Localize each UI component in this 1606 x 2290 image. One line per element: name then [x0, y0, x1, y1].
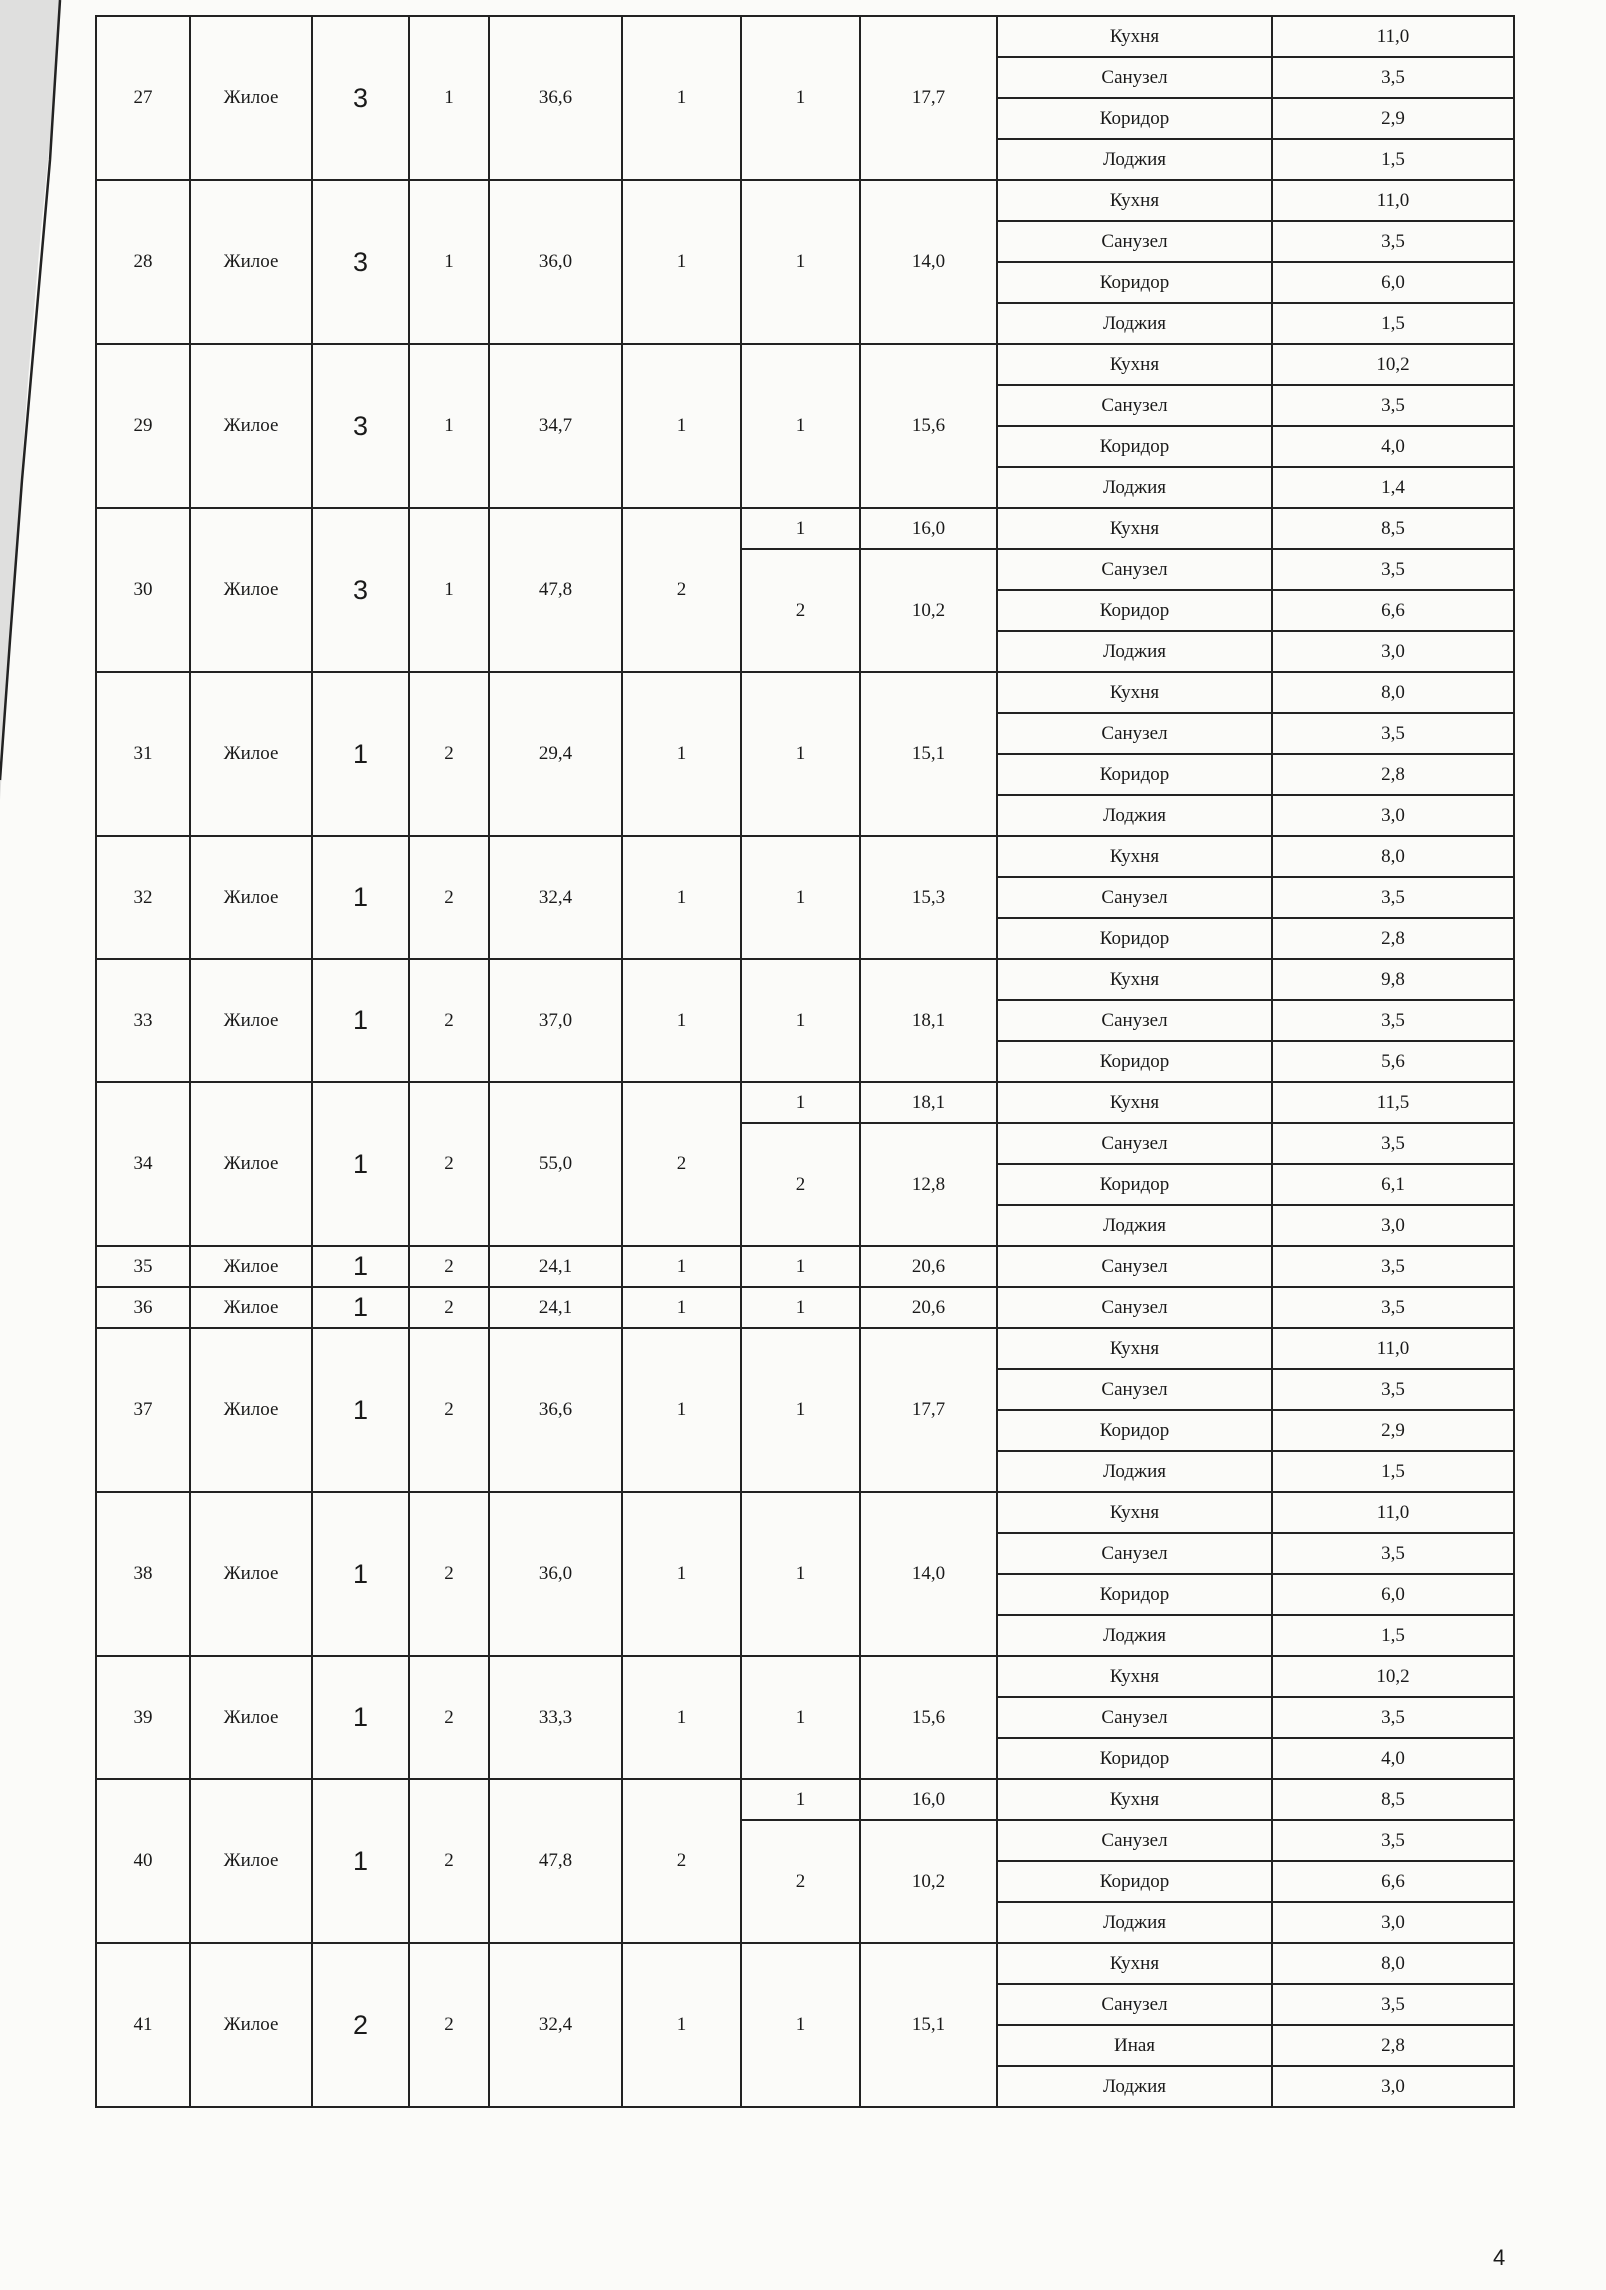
rooms-count-cell: 1 [622, 836, 741, 959]
aux-room-name-cell: Коридор [997, 262, 1272, 303]
aux-room-name-cell: Лоджия [997, 1205, 1272, 1246]
total-area-cell: 32,4 [489, 836, 622, 959]
aux-room-area-cell: 3,5 [1272, 1369, 1514, 1410]
page-number: 4 [1493, 2245, 1506, 2270]
section-cell: 1 [312, 1492, 409, 1656]
apartment-number-cell: 39 [96, 1656, 190, 1779]
floor-cell: 2 [409, 1779, 489, 1943]
aux-room-name-cell: Лоджия [997, 2066, 1272, 2107]
living-room-number-cell: 1 [741, 1328, 860, 1492]
aux-room-name-cell: Санузел [997, 549, 1272, 590]
living-room-number-cell: 1 [741, 1287, 860, 1328]
aux-room-name-cell: Коридор [997, 1041, 1272, 1082]
aux-room-name-cell: Санузел [997, 1533, 1272, 1574]
aux-room-name-cell: Коридор [997, 1410, 1272, 1451]
table-row [96, 1082, 1514, 1123]
table-row [96, 1779, 1514, 1820]
aux-room-name-cell: Кухня [997, 672, 1272, 713]
aux-room-name-cell: Кухня [997, 1492, 1272, 1533]
living-room-number-cell: 1 [741, 959, 860, 1082]
aux-room-name-cell: Санузел [997, 877, 1272, 918]
total-area-cell: 55,0 [489, 1082, 622, 1246]
living-room-area-cell: 15,1 [860, 1943, 997, 2107]
aux-room-name-cell: Лоджия [997, 139, 1272, 180]
rooms-count-cell: 1 [622, 16, 741, 180]
aux-room-name-cell: Кухня [997, 1943, 1272, 1984]
aux-room-area-cell: 3,0 [1272, 1902, 1514, 1943]
premises-type-cell: Жилое [190, 672, 312, 836]
aux-room-name-cell: Кухня [997, 508, 1272, 549]
floor-cell: 2 [409, 1246, 489, 1287]
living-room-number-cell: 1 [741, 180, 860, 344]
aux-room-area-cell: 11,0 [1272, 180, 1514, 221]
premises-type-cell: Жилое [190, 959, 312, 1082]
aux-room-name-cell: Кухня [997, 836, 1272, 877]
aux-room-area-cell: 8,5 [1272, 1779, 1514, 1820]
premises-type-cell: Жилое [190, 508, 312, 672]
aux-room-name-cell: Коридор [997, 754, 1272, 795]
aux-room-area-cell: 3,5 [1272, 877, 1514, 918]
aux-room-name-cell: Санузел [997, 1000, 1272, 1041]
rooms-count-cell: 1 [622, 180, 741, 344]
section-cell: 2 [312, 1943, 409, 2107]
aux-room-name-cell: Санузел [997, 1287, 1272, 1328]
aux-room-area-cell: 11,0 [1272, 1328, 1514, 1369]
floor-cell: 2 [409, 1943, 489, 2107]
aux-room-area-cell: 11,5 [1272, 1082, 1514, 1123]
floor-cell: 2 [409, 672, 489, 836]
floor-cell: 2 [409, 1492, 489, 1656]
apartment-number-cell: 29 [96, 344, 190, 508]
rooms-count-cell: 1 [622, 1656, 741, 1779]
living-room-number-cell: 1 [741, 1492, 860, 1656]
premises-type-cell: Жилое [190, 1287, 312, 1328]
aux-room-name-cell: Коридор [997, 1164, 1272, 1205]
premises-type-cell: Жилое [190, 16, 312, 180]
aux-room-area-cell: 6,6 [1272, 1861, 1514, 1902]
aux-room-area-cell: 3,5 [1272, 1697, 1514, 1738]
table-row [96, 1287, 1514, 1328]
total-area-cell: 24,1 [489, 1246, 622, 1287]
apartment-number-cell: 35 [96, 1246, 190, 1287]
living-room-area-cell: 20,6 [860, 1287, 997, 1328]
table-row [96, 1943, 1514, 1984]
living-room-number-cell: 1 [741, 672, 860, 836]
living-room-area-cell: 10,2 [860, 1820, 997, 1943]
floor-cell: 2 [409, 959, 489, 1082]
aux-room-area-cell: 8,0 [1272, 1943, 1514, 1984]
section-cell: 3 [312, 180, 409, 344]
aux-room-name-cell: Коридор [997, 590, 1272, 631]
total-area-cell: 47,8 [489, 508, 622, 672]
aux-room-area-cell: 3,5 [1272, 1000, 1514, 1041]
aux-room-name-cell: Коридор [997, 98, 1272, 139]
table-row [96, 344, 1514, 385]
living-room-area-cell: 15,1 [860, 672, 997, 836]
apartment-number-cell: 27 [96, 16, 190, 180]
living-room-area-cell: 17,7 [860, 16, 997, 180]
premises-type-cell: Жилое [190, 1656, 312, 1779]
aux-room-name-cell: Коридор [997, 1738, 1272, 1779]
aux-room-name-cell: Санузел [997, 1697, 1272, 1738]
aux-room-area-cell: 2,9 [1272, 98, 1514, 139]
aux-room-name-cell: Лоджия [997, 467, 1272, 508]
aux-room-name-cell: Кухня [997, 1656, 1272, 1697]
aux-room-name-cell: Лоджия [997, 1615, 1272, 1656]
total-area-cell: 36,6 [489, 1328, 622, 1492]
living-room-area-cell: 15,6 [860, 1656, 997, 1779]
living-room-number-cell: 1 [741, 1943, 860, 2107]
aux-room-area-cell: 3,5 [1272, 1533, 1514, 1574]
table-row [96, 1246, 1514, 1287]
aux-room-area-cell: 5,6 [1272, 1041, 1514, 1082]
living-room-number-cell: 1 [741, 1246, 860, 1287]
apartment-number-cell: 34 [96, 1082, 190, 1246]
apartment-number-cell: 28 [96, 180, 190, 344]
apartments-table [95, 15, 1515, 2108]
total-area-cell: 36,6 [489, 16, 622, 180]
living-room-area-cell: 15,3 [860, 836, 997, 959]
living-room-number-cell: 1 [741, 16, 860, 180]
rooms-count-cell: 2 [622, 1779, 741, 1943]
total-area-cell: 29,4 [489, 672, 622, 836]
rooms-count-cell: 1 [622, 1328, 741, 1492]
aux-room-area-cell: 11,0 [1272, 16, 1514, 57]
living-room-area-cell: 16,0 [860, 508, 997, 549]
aux-room-area-cell: 3,5 [1272, 1246, 1514, 1287]
table-row [96, 1656, 1514, 1697]
section-cell: 1 [312, 1656, 409, 1779]
aux-room-name-cell: Кухня [997, 1082, 1272, 1123]
section-cell: 1 [312, 836, 409, 959]
premises-type-cell: Жилое [190, 180, 312, 344]
aux-room-area-cell: 1,5 [1272, 139, 1514, 180]
floor-cell: 2 [409, 1328, 489, 1492]
premises-type-cell: Жилое [190, 1328, 312, 1492]
aux-room-area-cell: 2,8 [1272, 2025, 1514, 2066]
aux-room-name-cell: Кухня [997, 180, 1272, 221]
section-cell: 1 [312, 672, 409, 836]
aux-room-name-cell: Кухня [997, 1328, 1272, 1369]
aux-room-name-cell: Санузел [997, 57, 1272, 98]
apartment-number-cell: 40 [96, 1779, 190, 1943]
aux-room-name-cell: Санузел [997, 1820, 1272, 1861]
aux-room-area-cell: 4,0 [1272, 1738, 1514, 1779]
aux-room-area-cell: 3,0 [1272, 2066, 1514, 2107]
aux-room-area-cell: 3,5 [1272, 57, 1514, 98]
aux-room-area-cell: 3,5 [1272, 713, 1514, 754]
aux-room-area-cell: 3,5 [1272, 1984, 1514, 2025]
section-cell: 1 [312, 1246, 409, 1287]
aux-room-name-cell: Кухня [997, 344, 1272, 385]
aux-room-name-cell: Лоджия [997, 1902, 1272, 1943]
floor-cell: 1 [409, 16, 489, 180]
aux-room-name-cell: Санузел [997, 1246, 1272, 1287]
table-row [96, 959, 1514, 1000]
rooms-count-cell: 2 [622, 508, 741, 672]
apartment-number-cell: 31 [96, 672, 190, 836]
aux-room-area-cell: 8,0 [1272, 672, 1514, 713]
living-room-area-cell: 18,1 [860, 959, 997, 1082]
section-cell: 1 [312, 1779, 409, 1943]
aux-room-area-cell: 3,5 [1272, 1820, 1514, 1861]
floor-cell: 1 [409, 180, 489, 344]
aux-room-name-cell: Коридор [997, 918, 1272, 959]
living-room-number-cell: 1 [741, 1082, 860, 1123]
total-area-cell: 33,3 [489, 1656, 622, 1779]
aux-room-area-cell: 1,5 [1272, 1451, 1514, 1492]
aux-room-area-cell: 3,5 [1272, 1287, 1514, 1328]
apartment-number-cell: 33 [96, 959, 190, 1082]
table-row [96, 16, 1514, 57]
total-area-cell: 36,0 [489, 180, 622, 344]
rooms-count-cell: 1 [622, 1943, 741, 2107]
living-room-area-cell: 12,8 [860, 1123, 997, 1246]
premises-type-cell: Жилое [190, 1779, 312, 1943]
living-room-area-cell: 15,6 [860, 344, 997, 508]
aux-room-area-cell: 3,5 [1272, 385, 1514, 426]
aux-room-area-cell: 8,0 [1272, 836, 1514, 877]
living-room-number-cell: 1 [741, 508, 860, 549]
aux-room-area-cell: 11,0 [1272, 1492, 1514, 1533]
section-cell: 3 [312, 344, 409, 508]
living-room-number-cell: 2 [741, 1123, 860, 1246]
living-room-number-cell: 1 [741, 1656, 860, 1779]
floor-cell: 1 [409, 344, 489, 508]
floor-cell: 2 [409, 1082, 489, 1246]
aux-room-name-cell: Лоджия [997, 795, 1272, 836]
table-row [96, 836, 1514, 877]
living-room-area-cell: 10,2 [860, 549, 997, 672]
table-row [96, 508, 1514, 549]
aux-room-name-cell: Санузел [997, 1984, 1272, 2025]
aux-room-area-cell: 3,0 [1272, 1205, 1514, 1246]
aux-room-name-cell: Лоджия [997, 303, 1272, 344]
aux-room-area-cell: 6,0 [1272, 262, 1514, 303]
living-room-number-cell: 1 [741, 344, 860, 508]
premises-type-cell: Жилое [190, 1943, 312, 2107]
rooms-count-cell: 1 [622, 959, 741, 1082]
section-cell: 1 [312, 959, 409, 1082]
rooms-count-cell: 2 [622, 1082, 741, 1246]
aux-room-name-cell: Кухня [997, 1779, 1272, 1820]
aux-room-name-cell: Коридор [997, 1861, 1272, 1902]
section-cell: 1 [312, 1328, 409, 1492]
floor-cell: 2 [409, 1656, 489, 1779]
apartment-number-cell: 37 [96, 1328, 190, 1492]
total-area-cell: 36,0 [489, 1492, 622, 1656]
aux-room-area-cell: 2,8 [1272, 754, 1514, 795]
aux-room-name-cell: Санузел [997, 713, 1272, 754]
total-area-cell: 34,7 [489, 344, 622, 508]
apartment-number-cell: 41 [96, 1943, 190, 2107]
rooms-count-cell: 1 [622, 1246, 741, 1287]
section-cell: 1 [312, 1082, 409, 1246]
aux-room-name-cell: Кухня [997, 959, 1272, 1000]
rooms-count-cell: 1 [622, 1287, 741, 1328]
total-area-cell: 47,8 [489, 1779, 622, 1943]
aux-room-area-cell: 9,8 [1272, 959, 1514, 1000]
premises-type-cell: Жилое [190, 836, 312, 959]
living-room-area-cell: 18,1 [860, 1082, 997, 1123]
aux-room-name-cell: Санузел [997, 221, 1272, 262]
aux-room-area-cell: 1,4 [1272, 467, 1514, 508]
premises-type-cell: Жилое [190, 1082, 312, 1246]
aux-room-area-cell: 1,5 [1272, 303, 1514, 344]
living-room-area-cell: 16,0 [860, 1779, 997, 1820]
scan-shadow-edge [0, 0, 70, 800]
aux-room-area-cell: 3,5 [1272, 1123, 1514, 1164]
aux-room-area-cell: 2,8 [1272, 918, 1514, 959]
table-row [96, 1492, 1514, 1533]
total-area-cell: 24,1 [489, 1287, 622, 1328]
living-room-area-cell: 17,7 [860, 1328, 997, 1492]
aux-room-area-cell: 4,0 [1272, 426, 1514, 467]
rooms-count-cell: 1 [622, 1492, 741, 1656]
aux-room-area-cell: 6,6 [1272, 590, 1514, 631]
aux-room-area-cell: 6,1 [1272, 1164, 1514, 1205]
aux-room-name-cell: Санузел [997, 1369, 1272, 1410]
living-room-area-cell: 20,6 [860, 1246, 997, 1287]
aux-room-area-cell: 10,2 [1272, 1656, 1514, 1697]
living-room-number-cell: 2 [741, 1820, 860, 1943]
apartment-number-cell: 36 [96, 1287, 190, 1328]
section-cell: 1 [312, 1287, 409, 1328]
apartment-number-cell: 30 [96, 508, 190, 672]
total-area-cell: 37,0 [489, 959, 622, 1082]
table-row [96, 180, 1514, 221]
aux-room-name-cell: Санузел [997, 385, 1272, 426]
aux-room-name-cell: Иная [997, 2025, 1272, 2066]
premises-type-cell: Жилое [190, 1246, 312, 1287]
aux-room-name-cell: Санузел [997, 1123, 1272, 1164]
aux-room-area-cell: 1,5 [1272, 1615, 1514, 1656]
aux-room-area-cell: 10,2 [1272, 344, 1514, 385]
aux-room-area-cell: 6,0 [1272, 1574, 1514, 1615]
living-room-number-cell: 2 [741, 549, 860, 672]
aux-room-area-cell: 2,9 [1272, 1410, 1514, 1451]
aux-room-area-cell: 3,0 [1272, 631, 1514, 672]
living-room-number-cell: 1 [741, 1779, 860, 1820]
premises-type-cell: Жилое [190, 1492, 312, 1656]
apartment-number-cell: 32 [96, 836, 190, 959]
total-area-cell: 32,4 [489, 1943, 622, 2107]
floor-cell: 2 [409, 836, 489, 959]
living-room-area-cell: 14,0 [860, 1492, 997, 1656]
apartment-number-cell: 38 [96, 1492, 190, 1656]
section-cell: 3 [312, 16, 409, 180]
aux-room-name-cell: Кухня [997, 16, 1272, 57]
rooms-count-cell: 1 [622, 672, 741, 836]
floor-cell: 2 [409, 1287, 489, 1328]
table-row [96, 672, 1514, 713]
rooms-count-cell: 1 [622, 344, 741, 508]
aux-room-area-cell: 8,5 [1272, 508, 1514, 549]
aux-room-name-cell: Коридор [997, 1574, 1272, 1615]
section-cell: 3 [312, 508, 409, 672]
table-row [96, 1328, 1514, 1369]
aux-room-name-cell: Коридор [997, 426, 1272, 467]
aux-room-area-cell: 3,5 [1272, 549, 1514, 590]
living-room-area-cell: 14,0 [860, 180, 997, 344]
aux-room-name-cell: Лоджия [997, 631, 1272, 672]
floor-cell: 1 [409, 508, 489, 672]
aux-room-area-cell: 3,0 [1272, 795, 1514, 836]
premises-type-cell: Жилое [190, 344, 312, 508]
aux-room-area-cell: 3,5 [1272, 221, 1514, 262]
aux-room-name-cell: Лоджия [997, 1451, 1272, 1492]
living-room-number-cell: 1 [741, 836, 860, 959]
table-body [96, 16, 1514, 2107]
